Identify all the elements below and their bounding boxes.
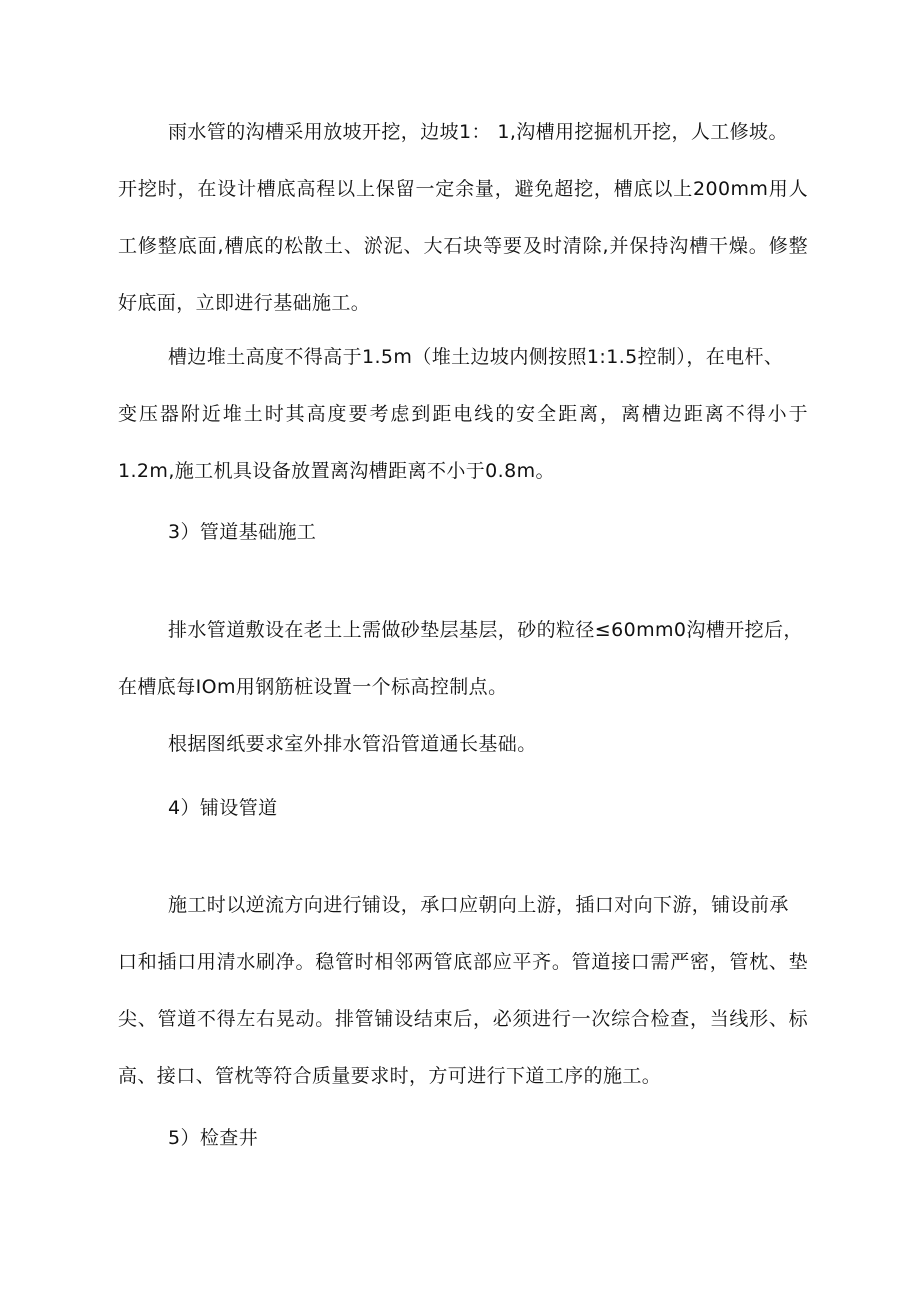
section-heading-4: 4）铺设管道 [168, 797, 278, 819]
paragraph-3-line-1: 排水管道敷设在老土上需做砂垫层基层，砂的粒径≤60mm0沟槽开挖后， [168, 619, 803, 641]
paragraph-2-line-3: 1.2m,施工机具设备放置离沟槽距离不小于0.8m。 [118, 460, 555, 482]
paragraph-1-line-3: 工修整底面,槽底的松散土、淤泥、大石块等要及时清除,并保持沟槽干燥。修整 [118, 235, 808, 257]
paragraph-5-line-3: 尖、管道不得左右晃动。排管铺设结束后，必须进行一次综合检查，当线形、标 [118, 1008, 808, 1030]
paragraph-5-line-2: 口和插口用清水刷净。稳管时相邻两管底部应平齐。管道接口需严密，管枕、垫 [118, 951, 808, 973]
section-heading-3: 3）管道基础施工 [168, 521, 317, 543]
paragraph-1-line-1: 雨水管的沟槽采用放坡开挖，边坡1： 1,沟槽用挖掘机开挖，人工修坡。 [168, 121, 788, 143]
paragraph-2-line-1: 槽边堆土高度不得高于1.5m（堆土边坡内侧按照1:1.5控制），在电杆、 [168, 346, 784, 368]
paragraph-4: 根据图纸要求室外排水管沿管道通长基础。 [168, 733, 537, 755]
paragraph-5-line-1: 施工时以逆流方向进行铺设，承口应朝向上游，插口对向下游，铺设前承 [168, 894, 789, 916]
section-heading-5: 5）检查井 [168, 1127, 259, 1149]
paragraph-3-line-2: 在槽底每IOm用钢筋桩设置一个标高控制点。 [118, 676, 508, 698]
paragraph-5-line-4: 高、接口、管枕等符合质量要求时，方可进行下道工序的施工。 [118, 1065, 662, 1087]
paragraph-1-line-2: 开挖时，在设计槽底高程以上保留一定余量，避免超挖，槽底以上200mm用人 [118, 178, 808, 200]
paragraph-1-line-4: 好底面，立即进行基础施工。 [118, 292, 371, 314]
paragraph-2-line-2: 变压器附近堆土时其高度要考虑到距电线的安全距离，离槽边距离不得小于 [118, 403, 808, 425]
